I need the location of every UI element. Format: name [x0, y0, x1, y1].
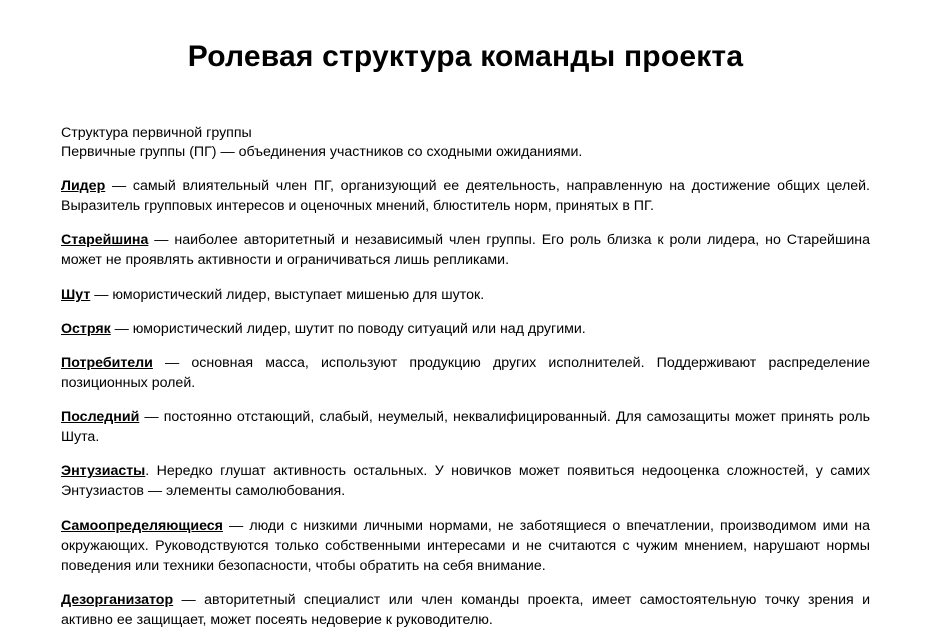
role-item	[61, 230, 870, 270]
intro-section	[61, 124, 870, 162]
role-description: — наиболее авторитетный и независимый член группы. Его роль близка к роли лидера, но Старейшина может не проявлять активности и ограничиваться лишь репликами.	[61, 232, 870, 269]
role-description: — юмористический лидер, выступает мишенью для шуток.	[90, 286, 485, 303]
role-description: . Нередко глушат активность остальных. У новичков может появиться недооценка сложностей, у самих Энтузиастов — элементы самолюбования.	[61, 463, 870, 500]
page-title: Ролевая структура команды проекта	[187, 40, 744, 73]
role-description: — авторитетный специалист или член команды проекта, имеет самостоятельную точку зрения и активно ее защищает, может посеять недоверие к руководителю.	[61, 591, 870, 628]
role-item	[61, 319, 870, 339]
role-description: — люди с низкими личными нормами, не заботящиеся о впечатлении, производимом ими на окружающих. Руководствуются только собственными интересами и не считаются с чужим мнением, нарушают нормы поведения или техники безопасности, чтобы обратить на себя внимание.	[61, 517, 870, 574]
role-name: Самоопределяющиеся	[61, 517, 223, 534]
role-item	[61, 176, 870, 216]
role-item	[61, 407, 870, 447]
role-item	[61, 353, 870, 393]
role-description: — основная масса, используют продукцию других исполнителей. Поддерживают распределение позиционных ролей.	[61, 354, 870, 391]
role-name: Шут	[61, 286, 91, 303]
role-name: Остряк	[61, 320, 111, 337]
role-list	[61, 176, 870, 630]
role-item	[61, 461, 870, 501]
role-name: Дезорганизатор	[61, 591, 174, 608]
role-name: Потребители	[61, 354, 153, 371]
role-item	[61, 516, 870, 576]
role-name: Энтузиасты	[61, 463, 146, 480]
role-name: Старейшина	[61, 232, 149, 249]
role-name: Лидер	[61, 178, 106, 195]
intro-definition: Первичные группы (ПГ) — объединения участников со сходными ожиданиями.	[61, 144, 583, 160]
role-name: Последний	[61, 409, 140, 426]
role-item	[61, 285, 870, 305]
role-description: — юмористический лидер, шутит по поводу ситуаций или над другими.	[110, 320, 586, 337]
role-description: — постоянно отстающий, слабый, неумелый, неквалифицированный. Для самозащиты может принять роль Шута.	[61, 409, 870, 446]
role-description: — самый влиятельный член ПГ, организующий ее деятельность, направленную на достижение общих целей. Выразитель групповых интересов и оценочных мнений, блюститель норм, принятых в ПГ.	[61, 178, 870, 215]
role-item	[61, 590, 870, 630]
intro-heading: Структура первичной группы	[61, 125, 252, 141]
